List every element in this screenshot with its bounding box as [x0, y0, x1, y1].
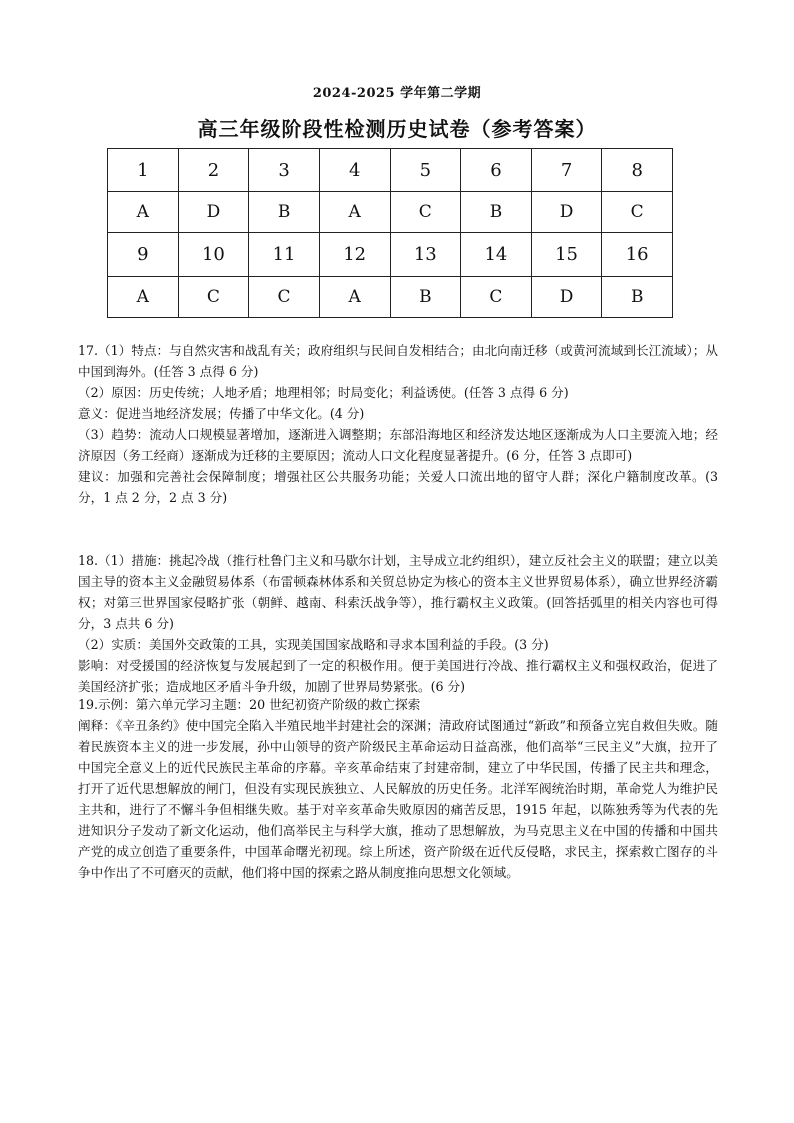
answer-cell: C — [390, 192, 461, 233]
answer-cell: D — [531, 192, 602, 233]
answer-table-row — [108, 149, 673, 192]
question-number-cell: 12 — [319, 233, 390, 276]
question-number-cell: 6 — [461, 149, 532, 192]
question-number-cell: 16 — [602, 233, 673, 276]
answer-paragraph: 影响：对受援国的经济恢复与发展起到了一定的积极作用。便于美国进行冷战、推行霸权主义和强权政治，促进了美国经济扩张；造成地区矛盾斗争升级，加剧了世界局势紧张。(6 分) — [78, 658, 718, 694]
question-number-cell: 15 — [531, 233, 602, 276]
question-17-answer — [78, 340, 718, 508]
answer-cell: B — [249, 192, 320, 233]
answer-table-row — [108, 276, 673, 317]
answer-paragraph: 意义：促进当地经济发展；传播了中华文化。(4 分) — [78, 406, 365, 421]
answer-cell: A — [108, 192, 179, 233]
answer-table-row — [108, 233, 673, 276]
question-number-cell: 4 — [319, 149, 390, 192]
question-number-cell: 11 — [249, 233, 320, 276]
answer-cell: C — [602, 192, 673, 233]
question-number-cell: 9 — [108, 233, 179, 276]
answer-cell: D — [531, 276, 602, 317]
answer-table-row — [108, 192, 673, 233]
question-number-cell: 10 — [178, 233, 249, 276]
page-title: 高三年级阶段性检测历史试卷（参考答案） — [197, 117, 597, 141]
answer-cell: A — [319, 192, 390, 233]
question-number-cell: 7 — [531, 149, 602, 192]
answer-cell: A — [108, 276, 179, 317]
answer-cell: B — [390, 276, 461, 317]
answer-paragraph: （2）实质：美国外交政策的工具，实现美国国家战略和寻求本国利益的手段。(3 分) — [78, 637, 549, 652]
question-number-cell: 2 — [178, 149, 249, 192]
question-19-answer — [78, 694, 718, 883]
answer-paragraph: 阐释：《辛丑条约》使中国完全陷入半殖民地半封建社会的深渊；清政府试图通过“新政”和预备立宪自救但失败。随着民族资本主义的进一步发展，孙中山领导的资产阶级民主革命运动日益高涨，他们高举“三民主义”大旗，拉开了中国完全意义上的近代民族民主革命的序幕。辛亥革命结束了封建帝制，建立了中华民国，传播了民主共和理念，打开了近代思想解放的闸门，但没有实现民族独立、人民解放的历史任务。北洋军阀统治时期，革命党人为维护民主共和，进行了不懈斗争但相继失败。基于对辛亥革命失败原因的痛苦反思，1915 年起，以陈独秀等为代表的先进知识分子发动了新文化运动，他们高举民主与科学大旗，推动了思想解放，为马克思主义在中国的传播和中国共产党的成立创造了重要条件，中国革命曙光初现。综上所述，资产阶级在近代反侵略，求民主，探索救亡图存的斗争中作出了不可磨灭的贡献，他们将中国的探索之路从制度推向思想文化领域。 — [78, 718, 718, 880]
answer-cell: A — [319, 276, 390, 317]
term-heading: 2024-2025 学年第二学期 — [312, 86, 482, 101]
answer-cell: B — [602, 276, 673, 317]
answer-cell: C — [249, 276, 320, 317]
answer-paragraph: （2）原因：历史传统；人地矛盾；地理相邻；时局变化；利益诱使。(任答 3 点得 6 分) — [78, 385, 569, 400]
question-18-answer — [78, 550, 718, 697]
answer-cell: C — [178, 276, 249, 317]
question-number-cell: 8 — [602, 149, 673, 192]
answer-cell: C — [461, 276, 532, 317]
question-number-cell: 1 — [108, 149, 179, 192]
answer-paragraph: （3）趋势：流动人口规模显著增加，逐渐进入调整期；东部沿海地区和经济发达地区逐渐成为人口主要流入地；经济原因（务工经商）逐渐成为迁移的主要原因；流动人口文化程度显著提升。(6 分，任答 3 点即可) — [78, 427, 718, 463]
answer-cell: B — [461, 192, 532, 233]
answer-cell: D — [178, 192, 249, 233]
answer-paragraph: 18.（1）措施：挑起冷战（推行杜鲁门主义和马歇尔计划，主导成立北约组织），建立反社会主义的联盟；建立以美国主导的资本主义金融贸易体系（布雷顿森林体系和关贸总协定为核心的资本主义世界贸易体系），确立世界经济霸权；对第三世界国家侵略扩张（朝鲜、越南、科索沃战争等），推行霸权主义政策。(回答括弧里的相关内容也可得分，3 点共 6 分) — [78, 553, 718, 631]
question-number-cell: 5 — [390, 149, 461, 192]
question-number-cell: 14 — [461, 233, 532, 276]
answer-paragraph: 17.（1）特点：与自然灾害和战乱有关；政府组织与民间自发相结合；由北向南迁移（或黄河流域到长江流域）；从中国到海外。(任答 3 点得 6 分) — [78, 343, 718, 379]
question-number-cell: 13 — [390, 233, 461, 276]
question-number-cell: 3 — [249, 149, 320, 192]
answer-table — [107, 148, 673, 318]
answer-paragraph: 19.示例：第六单元学习主题：20 世纪初资产阶级的救亡探索 — [78, 697, 421, 712]
answer-paragraph: 建议：加强和完善社会保障制度；增强社区公共服务功能；关爱人口流出地的留守人群；深化户籍制度改革。(3 分，1 点 2 分，2 点 3 分) — [78, 469, 718, 505]
